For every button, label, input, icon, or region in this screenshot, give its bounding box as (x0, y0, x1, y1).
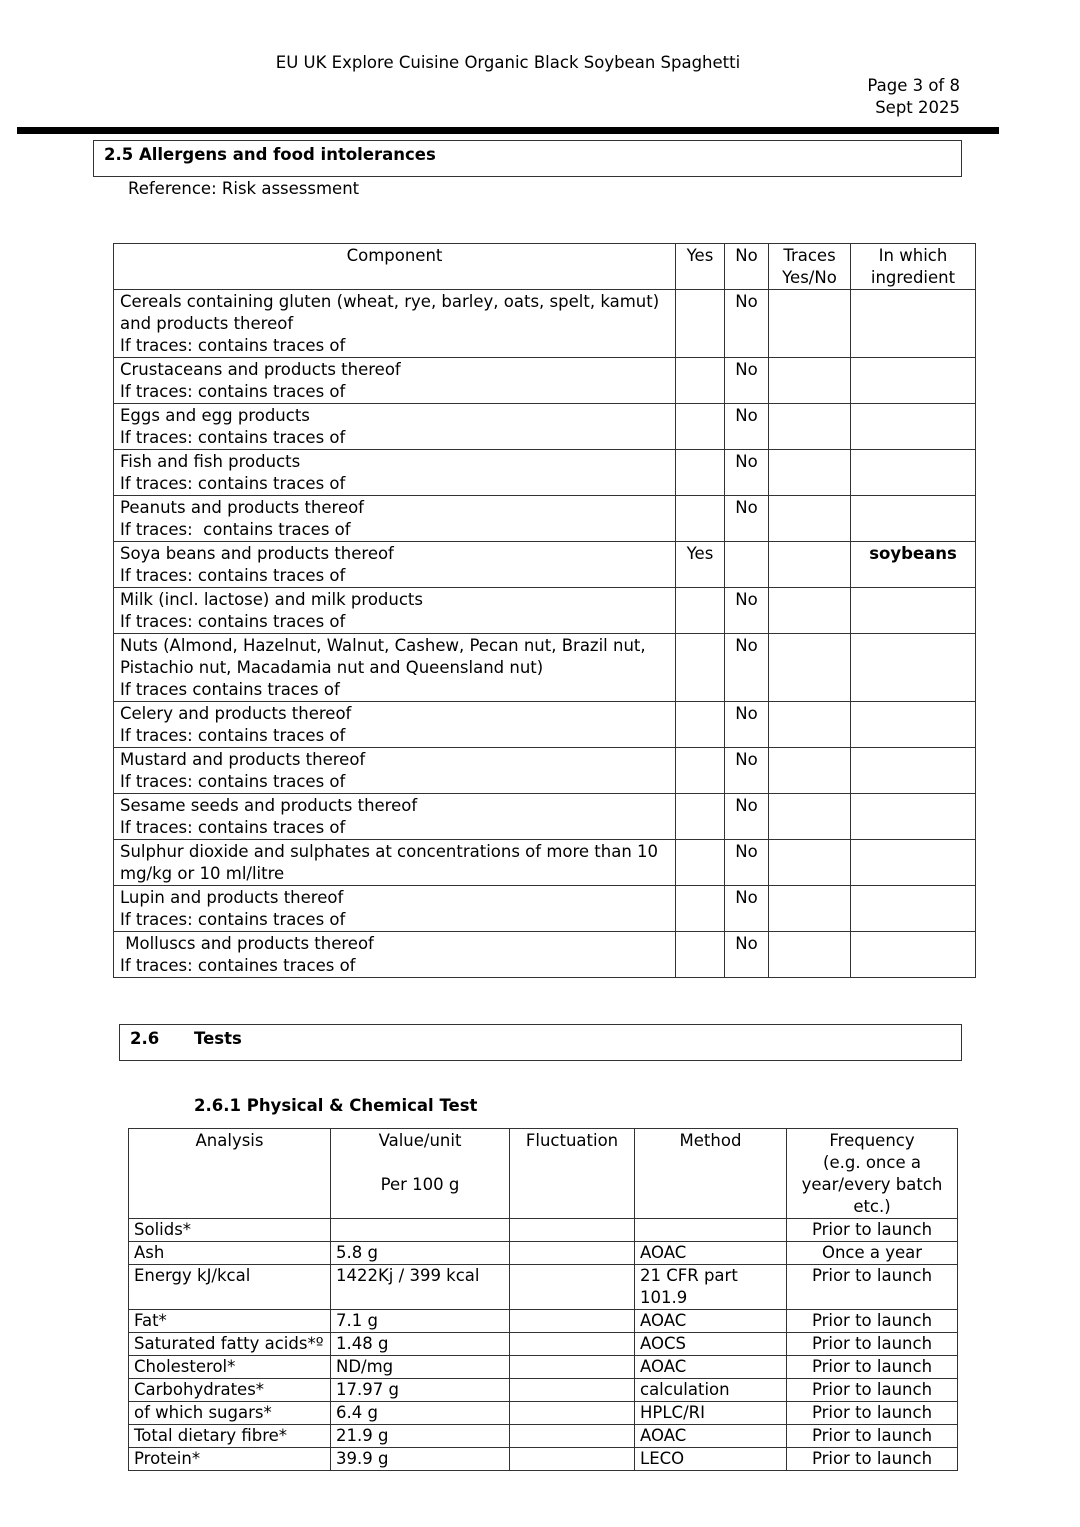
component-line: If traces: contains traces of (120, 382, 346, 401)
col-ingredient-line2: ingredient (870, 268, 956, 287)
test-value: 5.8 g (331, 1242, 510, 1265)
allergen-component (114, 932, 676, 978)
allergen-ingredient (851, 932, 976, 978)
table-row (114, 794, 976, 840)
allergen-traces (769, 634, 851, 702)
test-analysis: Carbohydrates* (129, 1379, 331, 1402)
test-method (635, 1219, 787, 1242)
table-row (114, 290, 976, 358)
subsection-heading: 2.6.1 Physical & Chemical Test (194, 1096, 478, 1115)
component-line: If traces: contains traces of (120, 336, 346, 355)
allergen-no: No (725, 702, 769, 748)
allergen-yes (676, 794, 725, 840)
allergen-yes (676, 588, 725, 634)
allergen-yes (676, 840, 725, 886)
component-line: mg/kg or 10 ml/litre (120, 864, 285, 883)
allergen-yes (676, 748, 725, 794)
test-method (635, 1265, 787, 1310)
allergen-component (114, 748, 676, 794)
test-fluctuation (510, 1242, 635, 1265)
allergen-yes (676, 932, 725, 978)
component-line: If traces: contains traces of (120, 520, 351, 539)
table-row (114, 748, 976, 794)
allergen-no: No (725, 748, 769, 794)
document-title: EU UK Explore Cuisine Organic Black Soybean Spaghetti (275, 53, 741, 72)
table-row (129, 1265, 958, 1310)
col-yes: Yes (676, 244, 725, 290)
allergen-ingredient (851, 748, 976, 794)
allergen-no: No (725, 404, 769, 450)
col-value-unit (331, 1129, 510, 1219)
component-line: If traces contains traces of (120, 680, 340, 699)
test-analysis: Solids* (129, 1219, 331, 1242)
component-line: and products thereof (120, 314, 294, 333)
method-line: AOAC (640, 1426, 687, 1445)
table-row (114, 542, 976, 588)
table-row (129, 1242, 958, 1265)
method-line: calculation (640, 1380, 730, 1399)
method-line: AOAC (640, 1311, 687, 1330)
test-frequency: Prior to launch (787, 1310, 958, 1333)
component-line: Nuts (Almond, Hazelnut, Walnut, Cashew, Pecan nut, Brazil nut, (120, 636, 646, 655)
test-frequency: Prior to launch (787, 1425, 958, 1448)
allergen-no: No (725, 886, 769, 932)
test-value: 6.4 g (331, 1402, 510, 1425)
test-frequency: Once a year (787, 1242, 958, 1265)
allergen-ingredient (851, 450, 976, 496)
allergen-traces (769, 702, 851, 748)
test-method (635, 1310, 787, 1333)
col-ingredient-line1: In which (878, 246, 948, 265)
test-method (635, 1402, 787, 1425)
col-value-line1: Value/unit (378, 1131, 462, 1150)
test-analysis: Ash (129, 1242, 331, 1265)
component-line: If traces: contains traces of (120, 772, 346, 791)
table-row (114, 886, 976, 932)
table-row (114, 702, 976, 748)
test-fluctuation (510, 1265, 635, 1310)
component-line: Peanuts and products thereof (120, 498, 364, 517)
allergen-ingredient (851, 588, 976, 634)
component-line: If traces: contains traces of (120, 428, 346, 447)
col-traces (769, 244, 851, 290)
allergen-no: No (725, 290, 769, 358)
col-frequency-line3: year/every batch (801, 1175, 943, 1194)
test-analysis: Total dietary fibre* (129, 1425, 331, 1448)
test-fluctuation (510, 1448, 635, 1471)
method-line: AOCS (640, 1334, 686, 1353)
section-heading-tests (119, 1024, 962, 1061)
table-row (114, 634, 976, 702)
allergen-ingredient (851, 794, 976, 840)
allergen-table (113, 243, 976, 978)
allergen-traces (769, 886, 851, 932)
table-row (129, 1219, 958, 1242)
test-frequency: Prior to launch (787, 1402, 958, 1425)
component-line: Pistachio nut, Macadamia nut and Queensland nut) (120, 658, 544, 677)
table-row (129, 1402, 958, 1425)
test-method (635, 1356, 787, 1379)
allergen-traces (769, 404, 851, 450)
allergen-component (114, 496, 676, 542)
allergen-no: No (725, 588, 769, 634)
allergen-traces (769, 794, 851, 840)
allergen-component (114, 886, 676, 932)
test-fluctuation (510, 1356, 635, 1379)
test-frequency: Prior to launch (787, 1448, 958, 1471)
component-line: Celery and products thereof (120, 704, 352, 723)
table-row (114, 840, 976, 886)
table-row (114, 358, 976, 404)
component-line: Mustard and products thereof (120, 750, 366, 769)
method-line: AOAC (640, 1243, 687, 1262)
allergen-ingredient (851, 404, 976, 450)
test-value: 39.9 g (331, 1448, 510, 1471)
component-line: Lupin and products thereof (120, 888, 344, 907)
allergen-component (114, 290, 676, 358)
method-line: AOAC (640, 1357, 687, 1376)
test-value: 1.48 g (331, 1333, 510, 1356)
table-row (129, 1379, 958, 1402)
allergen-ingredient (851, 290, 976, 358)
allergen-yes (676, 886, 725, 932)
allergen-component (114, 702, 676, 748)
component-line: Sesame seeds and products thereof (120, 796, 418, 815)
test-frequency: Prior to launch (787, 1379, 958, 1402)
component-line: If traces: contains traces of (120, 910, 346, 929)
allergen-traces (769, 450, 851, 496)
component-line: Soya beans and products thereof (120, 544, 394, 563)
col-analysis: Analysis (129, 1129, 331, 1219)
allergen-ingredient (851, 496, 976, 542)
allergen-component (114, 588, 676, 634)
allergen-traces (769, 840, 851, 886)
col-frequency-line1: Frequency (829, 1131, 915, 1150)
section-title: Tests (194, 1029, 242, 1048)
component-line: If traces: contains traces of (120, 818, 346, 837)
table-row (114, 404, 976, 450)
allergen-no: No (725, 358, 769, 404)
table-row (129, 1448, 958, 1471)
component-line: If traces: contains traces of (120, 474, 346, 493)
table-row (114, 496, 976, 542)
allergen-yes: Yes (676, 542, 725, 588)
reference-note: Reference: Risk assessment (128, 179, 360, 198)
col-value-spacer (331, 1152, 509, 1174)
page-number: Page 3 of 8 (867, 76, 960, 95)
table-row (114, 450, 976, 496)
allergen-yes (676, 450, 725, 496)
col-traces-line2: Yes/No (782, 268, 837, 287)
allergen-no: No (725, 794, 769, 840)
test-method (635, 1333, 787, 1356)
allergen-yes (676, 496, 725, 542)
allergen-no (725, 542, 769, 588)
table-row (114, 588, 976, 634)
tests-header-row (129, 1129, 958, 1219)
test-method (635, 1425, 787, 1448)
allergen-component (114, 634, 676, 702)
component-line: Eggs and egg products (120, 406, 310, 425)
allergen-traces (769, 496, 851, 542)
test-analysis: Energy kJ/kcal (129, 1265, 331, 1310)
test-fluctuation (510, 1402, 635, 1425)
method-line: HPLC/RI (640, 1403, 705, 1422)
component-line: Milk (incl. lactose) and milk products (120, 590, 423, 609)
allergen-component (114, 840, 676, 886)
allergen-yes (676, 358, 725, 404)
allergen-ingredient (851, 840, 976, 886)
allergen-component (114, 542, 676, 588)
allergen-no: No (725, 496, 769, 542)
allergen-component (114, 794, 676, 840)
allergen-traces (769, 932, 851, 978)
component-line: Crustaceans and products thereof (120, 360, 401, 379)
allergen-traces (769, 588, 851, 634)
component-line: Molluscs and products thereof (120, 934, 374, 953)
test-fluctuation (510, 1425, 635, 1448)
header-rule (17, 127, 999, 134)
test-value: 17.97 g (331, 1379, 510, 1402)
col-component: Component (114, 244, 676, 290)
test-frequency: Prior to launch (787, 1356, 958, 1379)
test-fluctuation (510, 1379, 635, 1402)
allergen-component (114, 404, 676, 450)
component-line: If traces: containes traces of (120, 956, 356, 975)
table-row (129, 1333, 958, 1356)
col-value-line2: Per 100 g (380, 1175, 460, 1194)
component-line: If traces: contains traces of (120, 566, 346, 585)
col-fluctuation: Fluctuation (510, 1129, 635, 1219)
test-fluctuation (510, 1219, 635, 1242)
table-row (129, 1310, 958, 1333)
component-line: Cereals containing gluten (wheat, rye, barley, oats, spelt, kamut) (120, 292, 660, 311)
test-method (635, 1448, 787, 1471)
table-row (129, 1356, 958, 1379)
test-value: 1422Kj / 399 kcal (331, 1265, 510, 1310)
allergen-no: No (725, 932, 769, 978)
test-value: ND/mg (331, 1356, 510, 1379)
test-method (635, 1379, 787, 1402)
col-traces-line1: Traces (783, 246, 836, 265)
col-ingredient (851, 244, 976, 290)
test-method (635, 1242, 787, 1265)
allergen-traces (769, 542, 851, 588)
test-value: 21.9 g (331, 1425, 510, 1448)
test-analysis: Fat* (129, 1310, 331, 1333)
allergen-component (114, 358, 676, 404)
allergen-yes (676, 404, 725, 450)
method-line: LECO (640, 1449, 685, 1468)
section-heading-allergens: 2.5 Allergens and food intolerances (93, 140, 962, 177)
col-frequency-line2: (e.g. once a (823, 1153, 921, 1172)
test-analysis: Cholesterol* (129, 1356, 331, 1379)
test-frequency: Prior to launch (787, 1265, 958, 1310)
allergen-no: No (725, 840, 769, 886)
allergen-traces (769, 748, 851, 794)
allergen-traces (769, 358, 851, 404)
allergen-yes (676, 290, 725, 358)
method-line: 21 CFR part (640, 1266, 738, 1285)
allergen-yes (676, 702, 725, 748)
test-frequency: Prior to launch (787, 1219, 958, 1242)
section-number: 2.6 (130, 1029, 160, 1048)
allergen-no: No (725, 634, 769, 702)
page-info (867, 75, 960, 119)
component-line: If traces: contains traces of (120, 612, 346, 631)
component-line: If traces: contains traces of (120, 726, 346, 745)
col-method: Method (635, 1129, 787, 1219)
allergen-ingredient (851, 886, 976, 932)
allergen-ingredient (851, 358, 976, 404)
allergen-ingredient (851, 702, 976, 748)
component-line: Fish and fish products (120, 452, 301, 471)
document-date: Sept 2025 (875, 98, 960, 117)
test-fluctuation (510, 1333, 635, 1356)
test-analysis: Protein* (129, 1448, 331, 1471)
test-value (331, 1219, 510, 1242)
test-frequency: Prior to launch (787, 1333, 958, 1356)
table-row (114, 932, 976, 978)
allergen-traces (769, 290, 851, 358)
col-frequency (787, 1129, 958, 1219)
test-fluctuation (510, 1310, 635, 1333)
test-analysis: Saturated fatty acids*º (129, 1333, 331, 1356)
allergen-ingredient (851, 634, 976, 702)
allergen-yes (676, 634, 725, 702)
table-row (129, 1425, 958, 1448)
allergen-no: No (725, 450, 769, 496)
method-line: 101.9 (640, 1288, 688, 1307)
test-value: 7.1 g (331, 1310, 510, 1333)
col-frequency-line4: etc.) (853, 1197, 891, 1216)
allergen-ingredient: soybeans (851, 542, 976, 588)
test-analysis: of which sugars* (129, 1402, 331, 1425)
col-no: No (725, 244, 769, 290)
component-line: Sulphur dioxide and sulphates at concentrations of more than 10 (120, 842, 659, 861)
allergen-header-row (114, 244, 976, 290)
physical-chemical-test-table (128, 1128, 958, 1471)
allergen-component (114, 450, 676, 496)
